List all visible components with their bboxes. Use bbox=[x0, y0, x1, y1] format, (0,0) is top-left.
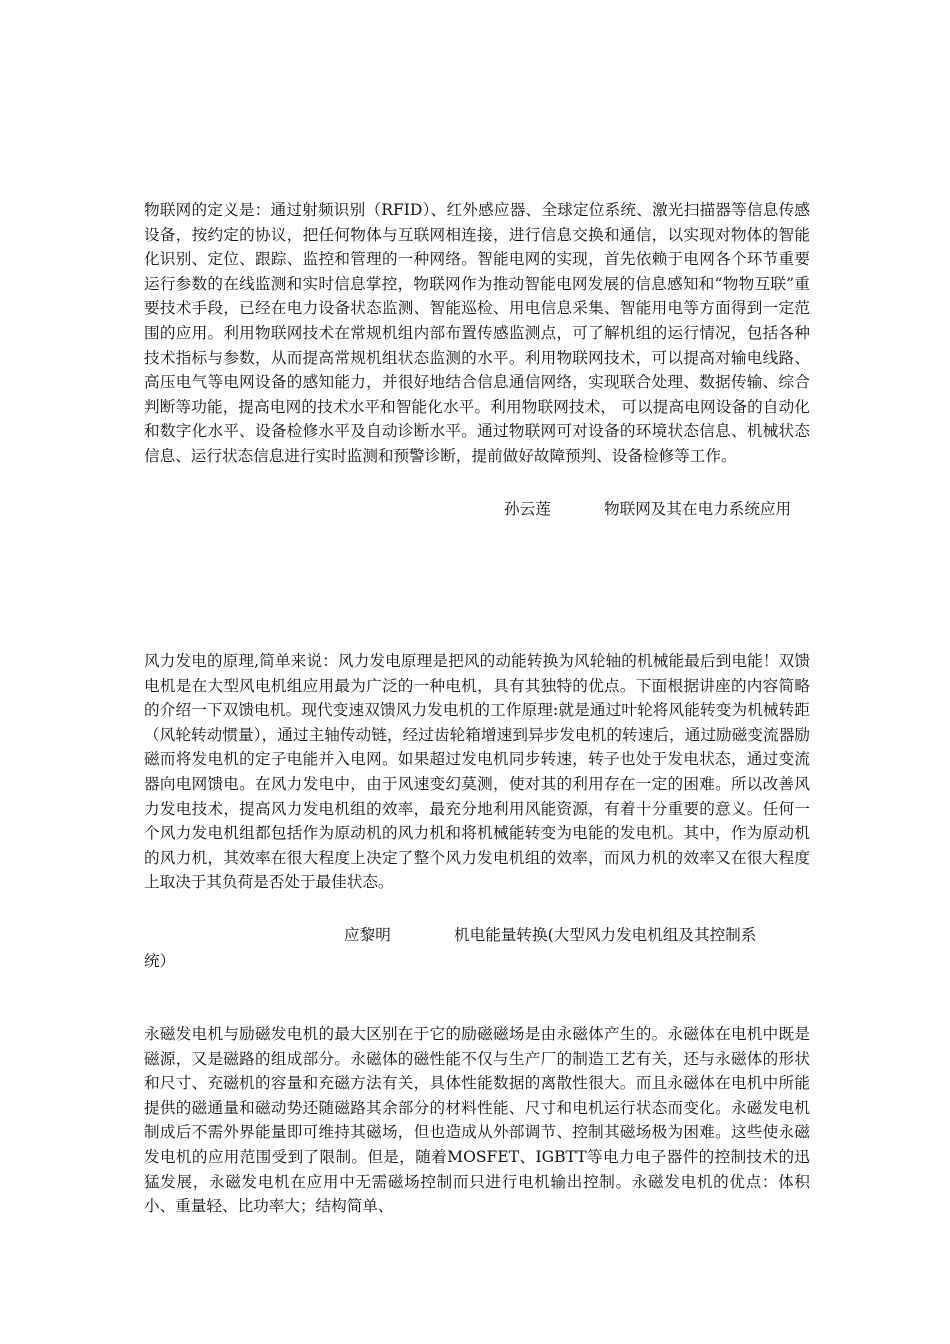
citation-title: 物联网及其在电力系统应用 bbox=[604, 500, 792, 518]
paragraph-permanent-magnet-generator: 永磁发电机与励磁发电机的最大区别在于它的励磁磁场是由永磁体产生的。永磁体在电机中既是磁源，又是磁路的组成部分。永磁体的磁性能不仅与生产厂的制造工艺有关，还与永磁体的形状和尺寸、充磁机的容量和充磁方法有关，具体性能数据的离散性很大。而且永磁体在电机中所能提供的磁通量和磁动势还随磁路其余部分的材料性能、尺寸和电机运行状态而变化。永磁发电机制成后不需外界能量即可维持其磁场，但也造成从外部调节、控制其磁场极为困难。这些使永磁发电机的应用范围受到了限制。但是，随着MOSFET、IGBTT等电力电子器件的控制技术的迅猛发展，永磁发电机在应用中无需磁场控制而只进行电机输出控制。永磁发电机的优点：体积小、重量轻、比功率大；结构简单、 bbox=[144, 1025, 810, 1216]
citation-title: 机电能量转换(大型风力发电机组及其控制系 bbox=[454, 926, 757, 944]
paragraph-wind-power: 风力发电的原理,简单来说：风力发电原理是把风的动能转换为风轮轴的机械能最后到电能！双馈电机是在大型风电机组应用最为广泛的一种电机，具有其独特的优点。下面根据讲座的内容简略的介绍一下双馈电机。现代变速双馈风力发电机的工作原理:就是通过叶轮将风能转变为机械转距（风轮转动惯量），通过主轴传动链，经过齿轮箱增速到异步发电机的转速后，通过励磁变流器励磁而将发电机的定子电能并入电网。如果超过发电机同步转速，转子也处于发电状态，通过变流器向电网馈电。在风力发电中，由于风速变幻莫测，使对其的利用存在一定的困难。所以改善风力发电技术，提高风力发电机组的效率，最充分地利用风能资源，有着十分重要的意义。任何一个风力发电机组都包括作为原动机的风力机和将机械能转变为电能的发电机。其中，作为原动机的风力机，其效率在很大程度上决定了整个风力发电机组的效率，而风力机的效率又在很大程度上取决于其负荷是否处于最佳状态。 bbox=[144, 652, 810, 892]
citation-wind-power bbox=[144, 923, 810, 973]
citation-author: 孙云莲 bbox=[504, 500, 551, 518]
citation-title-continued: 统） bbox=[144, 952, 176, 970]
citation-author: 应黎明 bbox=[344, 926, 391, 944]
paragraph-iot-definition: 物联网的定义是：通过射频识别（RFID）、红外感应器、全球定位系统、激光扫描器等信息传感设备，按约定的协议，把任何物体与互联网相连接，进行信息交换和通信，以实现对物体的智能化识别、定位、跟踪、监控和管理的一种网络。智能电网的实现，首先依赖于电网各个环节重要运行参数的在线监测和实时信息掌控，物联网作为推动智能电网发展的信息感知和“物物互联”重要技术手段，已经在电力设备状态监测、智能巡检、用电信息采集、智能用电等方面得到一定范围的应用。利用物联网技术在常规机组内部布置传感监测点，可了解机组的运行情况，包括各种技术指标与参数，从而提高常规机组状态监测的水平。利用物联网技术，可以提高对输电线路、高压电气等电网设备的感知能力，并很好地结合信息通信网络，实现联合处理、数据传输、综合判断等功能，提高电网的技术水平和智能化水平。利用物联网技术， 可以提高电网设备的自动化和数字化水平、设备检修水平及自动诊断水平。通过物联网可对设备的环境状态信息、机械状态信息、运行状态信息进行实时监测和预警诊断，提前做好故障预判、设备检修等工作。 bbox=[144, 201, 810, 465]
